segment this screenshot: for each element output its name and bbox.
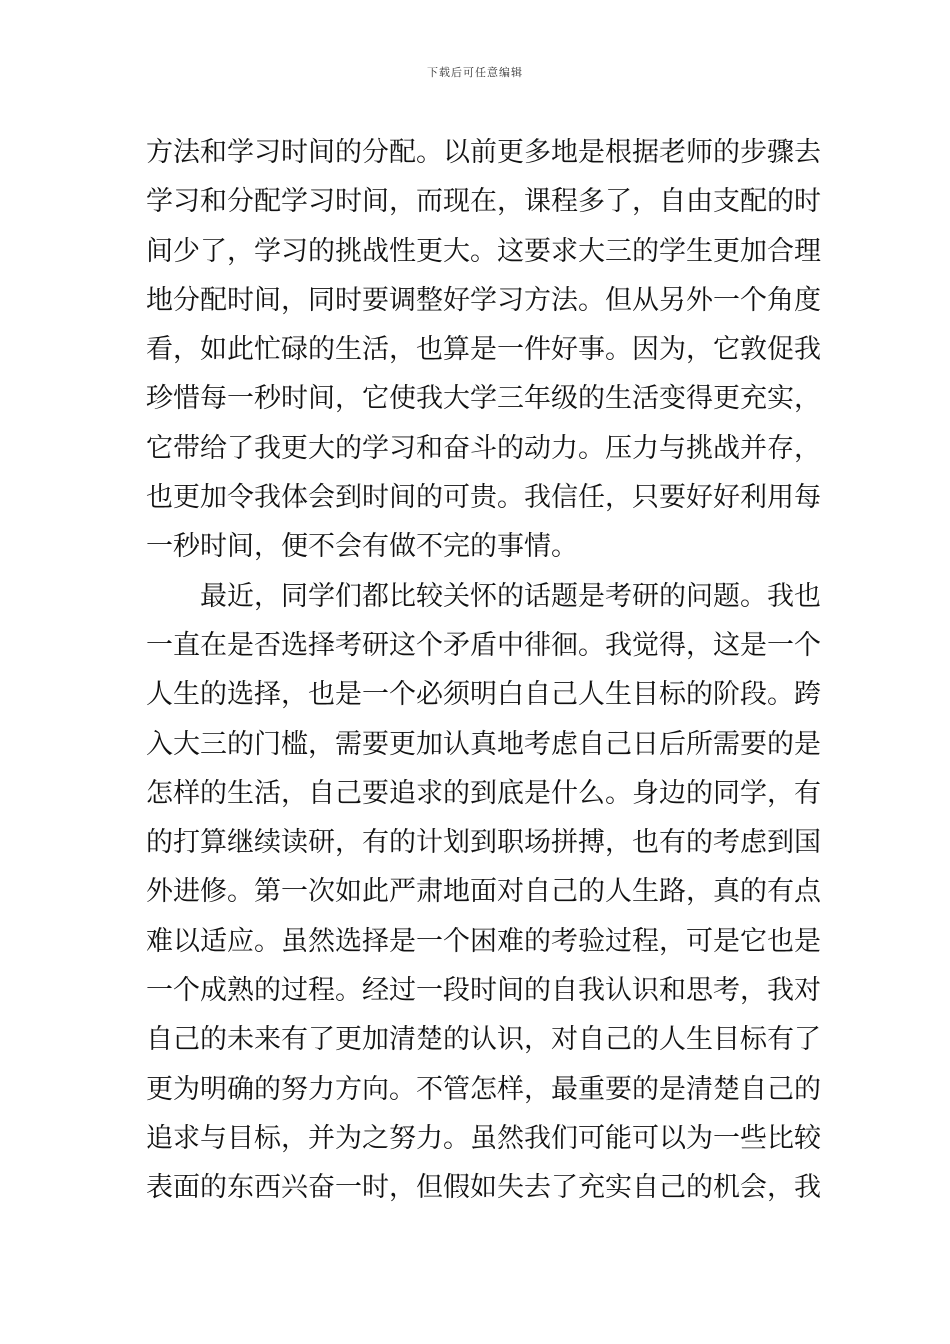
page-header: 下载后可任意编辑 [427,66,523,79]
text-line: 间少了，学习的挑战性更大。这要求大三的学生更加合理 [146,235,821,267]
text-line: 表面的东西兴奋一时，但假如失去了充实自己的机会，我 [146,1172,821,1204]
text-line: 看，如此忙碌的生活，也算是一件好事。因为，它敦促我 [146,334,821,366]
text-line: 地分配时间，同时要调整好学习方法。但从另外一个角度 [146,284,821,316]
text-line: 更为明确的努力方向。不管怎样，最重要的是清楚自己的 [146,1073,821,1105]
text-line: 珍惜每一秒时间，它使我大学三年级的生活变得更充实， [146,383,821,415]
text-line: 一个成熟的过程。经过一段时间的自我认识和思考，我对 [146,975,821,1007]
text-line: 追求与目标，并为之努力。虽然我们可能可以为一些比较 [146,1122,821,1154]
text-line: 一秒时间，便不会有做不完的事情。 [146,531,578,563]
body-text [146,128,821,1213]
text-line: 方法和学习时间的分配。以前更多地是根据老师的步骤去 [146,137,821,168]
text-line: 也更加令我体会到时间的可贵。我信任，只要好好利用每 [146,482,821,514]
text-line: 人生的选择，也是一个必须明白自己人生目标的阶段。跨 [146,679,821,711]
text-line: 一直在是否选择考研这个矛盾中徘徊。我觉得，这是一个 [146,629,821,661]
paragraph-start-line: 最近，同学们都比较关怀的话题是考研的问题。我也 [200,580,821,612]
text-line: 的打算继续读研，有的计划到职场拼搏，也有的考虑到国 [146,827,821,859]
text-line: 外进修。第一次如此严肃地面对自己的人生路，真的有点 [146,876,821,908]
text-line: 它带给了我更大的学习和奋斗的动力。压力与挑战并存， [146,432,821,464]
text-line: 难以适应。虽然选择是一个困难的考验过程，可是它也是 [146,925,821,957]
text-line: 自己的未来有了更加清楚的认识，对自己的人生目标有了 [146,1024,821,1056]
text-line: 学习和分配学习时间，而现在，课程多了，自由支配的时 [146,186,821,218]
text-line: 入大三的门槛，需要更加认真地考虑自己日后所需要的是 [146,728,821,760]
text-line: 怎样的生活，自己要追求的到底是什么。身边的同学，有 [146,777,821,809]
